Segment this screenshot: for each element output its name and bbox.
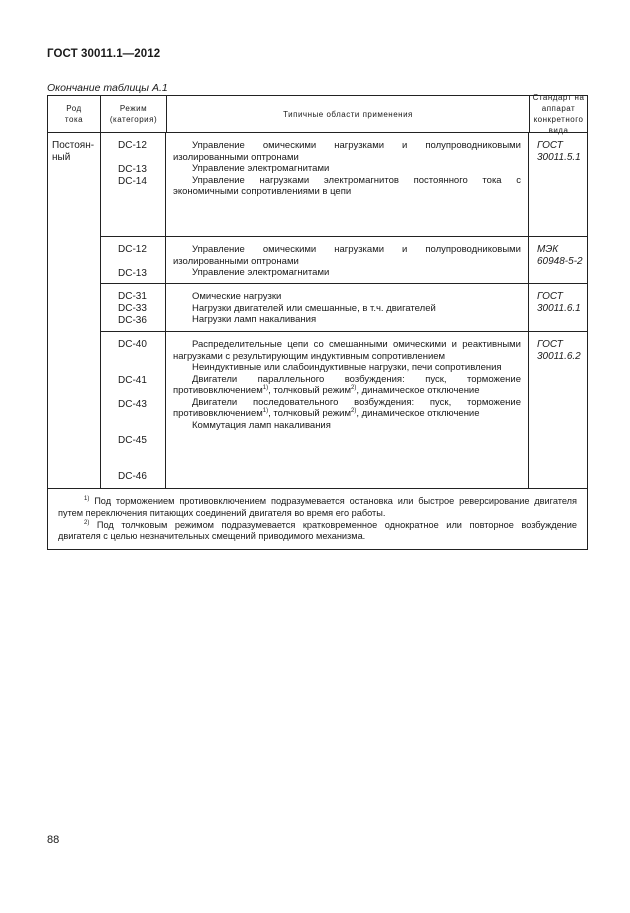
- mode-code: DC-45: [118, 435, 147, 446]
- standard-reference: ГОСТ 30011.6.2: [537, 339, 581, 362]
- application-text: Омические нагрузки: [192, 291, 282, 302]
- footnote: $^{2)}$ Под толчковым режимом подразумевается кратковременное однократное или повторное возбуждение двигателя с целью незначительных смещений приводимого механизма.: [58, 519, 577, 542]
- table-a1: [47, 95, 588, 550]
- application-text: Неиндуктивные или слабоиндуктивные нагрузки, печи сопротивления: [192, 362, 502, 373]
- column-header-current-kind: Род тока: [48, 96, 101, 132]
- footnote-ref: 1): [262, 384, 269, 391]
- standard-reference: ГОСТ 30011.6.1: [537, 291, 581, 314]
- footnote-ref: 2): [351, 384, 357, 391]
- column-header-applications: Типичные области применения: [167, 96, 530, 132]
- mode-code: DC-43: [118, 399, 147, 410]
- application-text: Управление электромагнитами: [192, 163, 330, 174]
- application-text: Двигатели последовательного возбуждения: пуск, торможение противовключением$^{1)}$, толчковый режим$^{2)}$, динамическое отключение: [173, 396, 521, 419]
- application-text: Управление омическими нагрузками и полупроводниковыми изолированными оптронами: [173, 140, 521, 163]
- page-number: 88: [47, 834, 60, 846]
- mode-code: DC-14: [118, 176, 147, 187]
- application-text: Распределительные цепи со смешанными омическими и реактивными нагрузками с результирующим индуктивным сопротивлением: [173, 339, 521, 362]
- table-row-group: [101, 237, 587, 284]
- column-header-standard: Стандарт на аппарат конкретного вида: [532, 93, 585, 135]
- application-text: Управление омическими нагрузками и полупроводниковыми изолированными оптронами: [173, 244, 521, 267]
- table-footnotes: [48, 488, 587, 549]
- table-row-group: [101, 133, 587, 237]
- mode-code: DC-31: [118, 291, 147, 302]
- application-text: Нагрузки ламп накаливания: [192, 314, 317, 325]
- document-header: ГОСТ 30011.1—2012: [47, 48, 161, 60]
- footnote: $^{1)}$ Под торможением противовключением подразумевается остановка или быстрое реверсирование двигателя путем переключения питающих соединений двигателя во время его работы.: [58, 495, 577, 518]
- table-row-group: [101, 332, 587, 488]
- table-caption: Окончание таблицы А.1: [47, 82, 168, 94]
- current-kind-cell: Постоян- ный: [48, 133, 101, 488]
- application-text: Нагрузки двигателей или смешанные, в т.ч. двигателей: [192, 302, 436, 314]
- table-header-row: [48, 93, 587, 135]
- table-row-group: [101, 284, 587, 332]
- mode-code: DC-36: [118, 315, 147, 326]
- footnote-ref: 1): [262, 407, 269, 414]
- application-text: Коммутация ламп накаливания: [192, 419, 331, 431]
- table-body: [48, 133, 587, 488]
- mode-code: DC-12: [118, 244, 147, 255]
- mode-code: DC-12: [118, 140, 147, 151]
- mode-code: DC-41: [118, 375, 147, 386]
- column-header-mode: Режим (категория): [101, 96, 167, 132]
- standard-reference: ГОСТ 30011.5.1: [537, 140, 581, 163]
- footnote-ref: 2): [351, 407, 357, 414]
- mode-code: DC-13: [118, 268, 147, 279]
- application-text: Управление электромагнитами: [192, 267, 330, 278]
- application-text: Двигатели параллельного возбуждения: пуск, торможение противовключением$^{1)}$, толчковый режим$^{2)}$, динамическое отключение: [173, 373, 521, 396]
- application-text: Управление нагрузками электромагнитов постоянного тока с экономичными сопротивлениями в цепи: [173, 174, 521, 197]
- mode-code: DC-46: [118, 471, 147, 482]
- mode-code: DC-33: [118, 303, 147, 314]
- standard-reference: МЭК 60948-5-2: [537, 244, 583, 267]
- mode-code: DC-40: [118, 339, 147, 350]
- mode-code: DC-13: [118, 164, 147, 175]
